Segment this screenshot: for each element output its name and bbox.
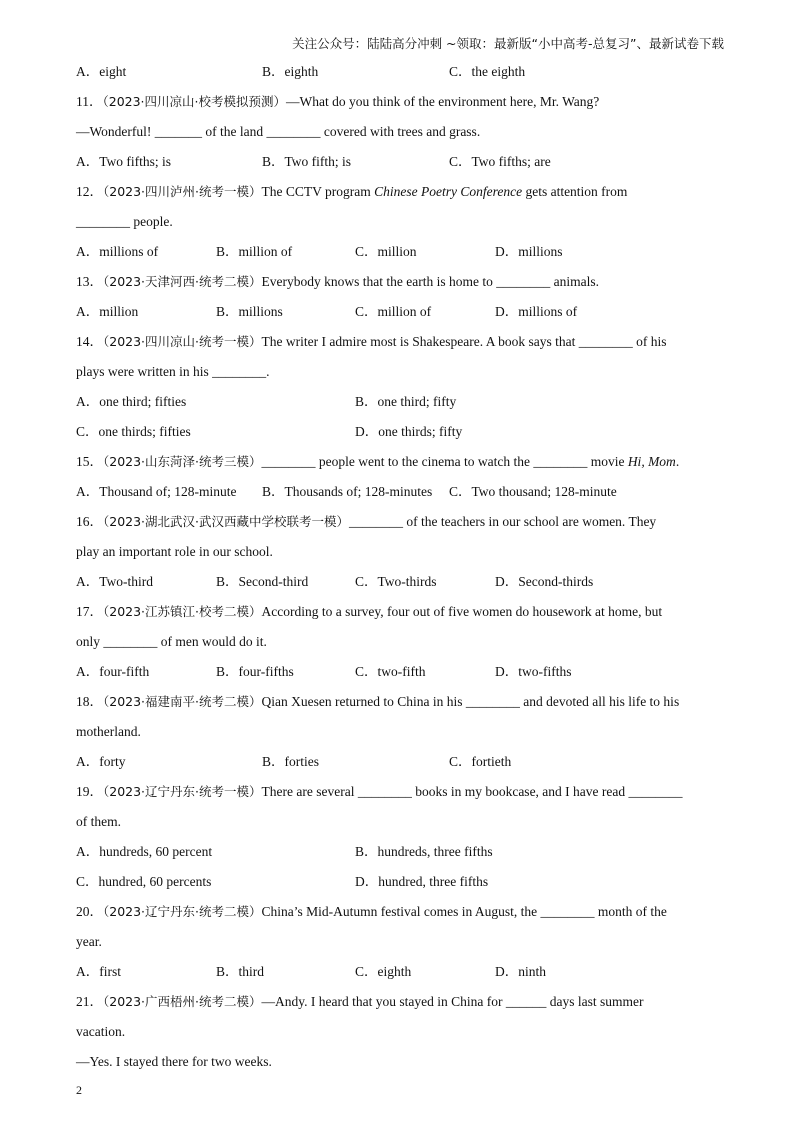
- q19-option-d[interactable]: D．hundred, three fifths: [355, 874, 489, 889]
- q14-stem: [76, 331, 736, 361]
- q11-options: [76, 151, 736, 181]
- q11-number: 11．: [76, 94, 103, 109]
- q15-number: 15．: [76, 454, 103, 469]
- q20-text: China’s Mid-Autumn festival comes in August, the ________ month of the: [261, 904, 667, 919]
- q17-text: According to a survey, four out of five women do housework at home, but: [261, 604, 663, 619]
- q18-option-c[interactable]: C．fortieth: [449, 754, 512, 769]
- q15-text-pre: ________ people went to the cinema to watch the ________ movie: [261, 454, 628, 469]
- q21-stem: [76, 991, 736, 1021]
- q18-number: 18．: [76, 694, 103, 709]
- q16-number: 16．: [76, 514, 103, 529]
- q19-option-a[interactable]: A．hundreds, 60 percent: [76, 844, 213, 859]
- q16-text: ________ of the teachers in our school are women. They: [349, 514, 657, 529]
- q14-option-a[interactable]: A．one third; fifties: [76, 394, 187, 409]
- q21-text: —Andy. I heard that you stayed in China for ______ days last summer: [261, 994, 644, 1009]
- q14-option-d[interactable]: D．one thirds; fifty: [355, 424, 463, 439]
- q14-line2: plays were written in his ________.: [76, 364, 270, 379]
- q13-option-d[interactable]: D．millions of: [495, 304, 578, 319]
- q19-text: There are several ________ books in my bookcase, and I have read ________: [261, 784, 683, 799]
- q13-options: [76, 301, 736, 331]
- q19-options-row1: [76, 841, 736, 871]
- q19-options-row2: [76, 871, 736, 901]
- q17-option-b[interactable]: B．four-fifths: [216, 664, 294, 679]
- q12-option-b[interactable]: B．million of: [216, 244, 293, 259]
- q15-text-post: .: [675, 454, 680, 469]
- q20-option-c[interactable]: C．eighth: [355, 964, 412, 979]
- q13-option-b[interactable]: B．millions: [216, 304, 283, 319]
- q13-option-c[interactable]: C．million of: [355, 304, 432, 319]
- q21-line2: vacation.: [76, 1024, 126, 1039]
- q17-options: [76, 661, 736, 691]
- q21-source: （2023·广西梧州·统考二模）: [103, 994, 262, 1009]
- q20-options: [76, 961, 736, 991]
- q17-source: （2023·江苏镇江·校考二模）: [103, 604, 262, 619]
- q20-option-b[interactable]: B．third: [216, 964, 265, 979]
- q13-text: Everybody knows that the earth is home to ________ animals.: [261, 274, 599, 289]
- q12-line2: ________ people.: [76, 214, 173, 229]
- q19-stem: [76, 781, 736, 811]
- q21-number: 21．: [76, 994, 103, 1009]
- q12-source: （2023·四川泸州·统考一模）: [103, 184, 262, 199]
- q14-text: The writer I admire most is Shakespeare. A book says that ________ of his: [261, 334, 667, 349]
- q16-option-a[interactable]: A．Two-third: [76, 574, 154, 589]
- q18-options: [76, 751, 736, 781]
- q14-options-row1: [76, 391, 736, 421]
- q15-options: [76, 481, 736, 511]
- q17-option-a[interactable]: A．four-fifth: [76, 664, 150, 679]
- q15-option-a[interactable]: A．Thousand of; 128-minute: [76, 484, 237, 499]
- q19-option-b[interactable]: B．hundreds, three fifths: [355, 844, 493, 859]
- q13-stem: [76, 271, 736, 301]
- q16-stem: [76, 511, 736, 541]
- q12-option-d[interactable]: D．millions: [495, 244, 563, 259]
- q18-text: Qian Xuesen returned to China in his ________ and devoted all his life to his: [261, 694, 680, 709]
- q18-line2: motherland.: [76, 724, 141, 739]
- q17-number: 17．: [76, 604, 103, 619]
- q14-option-c[interactable]: C．one thirds; fifties: [76, 424, 191, 439]
- q18-source: （2023·福建南平·统考二模）: [103, 694, 262, 709]
- q14-number: 14．: [76, 334, 103, 349]
- q15-option-b[interactable]: B．Thousands of; 128-minutes: [262, 484, 433, 499]
- q12-text-post: gets attention from: [522, 184, 628, 199]
- q20-option-d[interactable]: D．ninth: [495, 964, 547, 979]
- q16-source: （2023·湖北武汉·武汉西藏中学校联考一模）: [103, 514, 350, 529]
- q11-option-a[interactable]: A．Two fifths; is: [76, 154, 172, 169]
- q19-option-c[interactable]: C．hundred, 60 percents: [76, 874, 212, 889]
- q12-stem: [76, 181, 736, 211]
- q11-option-c[interactable]: C．Two fifths; are: [449, 154, 551, 169]
- q11-source: （2023·四川凉山·校考模拟预测）: [102, 94, 287, 109]
- q19-source: （2023·辽宁丹东·统考一模）: [103, 784, 262, 799]
- q18-option-b[interactable]: B．forties: [262, 754, 319, 769]
- q10-option-b[interactable]: B．eighth: [262, 64, 319, 79]
- q20-option-a[interactable]: A．first: [76, 964, 121, 979]
- q15-stem: [76, 451, 736, 481]
- q13-source: （2023·天津河西·统考二模）: [103, 274, 262, 289]
- q16-line2: play an important role in our school.: [76, 544, 273, 559]
- q15-movie-title: Hi, Mom: [627, 454, 676, 469]
- q13-number: 13．: [76, 274, 103, 289]
- q21-line3: —Yes. I stayed there for two weeks.: [76, 1054, 272, 1069]
- question-list: [76, 61, 736, 1081]
- q11-option-b[interactable]: B．Two fifth; is: [262, 154, 352, 169]
- q15-source: （2023·山东菏泽·统考三模）: [103, 454, 262, 469]
- q20-line2: year.: [76, 934, 102, 949]
- q12-text-pre: The CCTV program: [261, 184, 375, 199]
- q14-options-row2: [76, 421, 736, 451]
- q20-stem: [76, 901, 736, 931]
- q19-number: 19．: [76, 784, 103, 799]
- q17-stem: [76, 601, 736, 631]
- q17-option-d[interactable]: D．two-fifths: [495, 664, 572, 679]
- page-number: 2: [76, 1083, 82, 1097]
- q20-number: 20．: [76, 904, 103, 919]
- q18-stem: [76, 691, 736, 721]
- page-header: 关注公众号：陆陆高分冲刺 ~领取：最新版“小中高考-总复习”、最新试卷下载: [292, 36, 724, 51]
- q10-option-c[interactable]: C．the eighth: [449, 64, 526, 79]
- q16-option-d[interactable]: D．Second-thirds: [495, 574, 594, 589]
- q12-option-c[interactable]: C．million: [355, 244, 417, 259]
- q13-option-a[interactable]: A．million: [76, 304, 139, 319]
- q14-option-b[interactable]: B．one third; fifty: [355, 394, 457, 409]
- q14-source: （2023·四川凉山·统考一模）: [103, 334, 262, 349]
- q15-option-c[interactable]: C．Two thousand; 128-minute: [449, 484, 617, 499]
- q20-source: （2023·辽宁丹东·统考二模）: [103, 904, 262, 919]
- q11-stem: [76, 91, 736, 121]
- q16-options: [76, 571, 736, 601]
- q19-line2: of them.: [76, 814, 121, 829]
- q10-option-a[interactable]: A．eight: [76, 64, 127, 79]
- q16-option-c[interactable]: C．Two-thirds: [355, 574, 437, 589]
- q11-text: —What do you think of the environment here, Mr. Wang?: [286, 94, 600, 109]
- q18-option-a[interactable]: A．forty: [76, 754, 126, 769]
- q12-number: 12．: [76, 184, 103, 199]
- q12-options: [76, 241, 736, 271]
- q10-options: [76, 61, 736, 91]
- q17-option-c[interactable]: C．two-fifth: [355, 664, 426, 679]
- q16-option-b[interactable]: B．Second-third: [216, 574, 309, 589]
- q17-line2: only ________ of men would do it.: [76, 634, 267, 649]
- q12-program-title: Chinese Poetry Conference: [374, 184, 523, 199]
- q12-option-a[interactable]: A．millions of: [76, 244, 159, 259]
- q11-line2: —Wonderful! _______ of the land ________ covered with trees and grass.: [76, 124, 481, 139]
